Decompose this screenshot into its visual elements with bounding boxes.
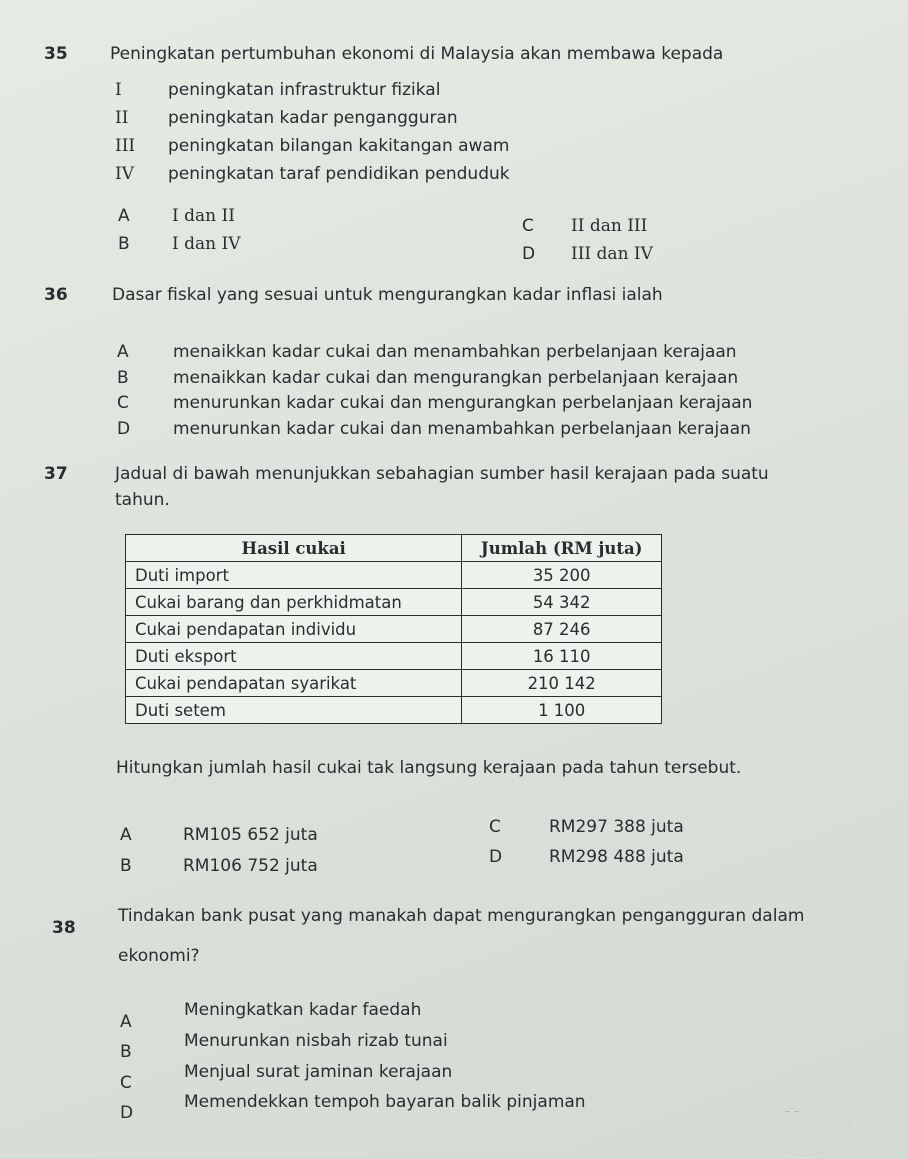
table-row bbox=[126, 562, 662, 589]
table-header-amount: Jumlah (RM juta) bbox=[462, 535, 662, 562]
q35-statement-roman: IV bbox=[115, 164, 134, 184]
q36-option-letter[interactable]: A bbox=[117, 342, 129, 362]
table-cell-amount: 16 110 bbox=[462, 643, 662, 670]
q37-option-letter[interactable]: B bbox=[120, 856, 132, 876]
q36-option-text[interactable]: menurunkan kadar cukai dan mengurangkan perbelanjaan kerajaan bbox=[173, 393, 753, 413]
table-cell-amount: 210 142 bbox=[462, 670, 662, 697]
question-37-number: 37 bbox=[44, 464, 68, 484]
q36-option-text[interactable]: menaikkan kadar cukai dan mengurangkan perbelanjaan kerajaan bbox=[173, 368, 739, 388]
q35-option-letter[interactable]: B bbox=[118, 234, 130, 254]
table-header-tax: Hasil cukai bbox=[126, 535, 462, 562]
table-header-row bbox=[126, 535, 662, 562]
question-38-text-line1: Tindakan bank pusat yang manakah dapat mengurangkan pengangguran dalam bbox=[118, 906, 805, 926]
q35-option-letter[interactable]: C bbox=[522, 216, 534, 236]
table-cell-tax: Cukai pendapatan individu bbox=[126, 616, 462, 643]
question-37-text-line1: Jadual di bawah menunjukkan sebahagian sumber hasil kerajaan pada suatu bbox=[115, 464, 769, 484]
stamp-mark: ~ ~ bbox=[784, 1107, 800, 1116]
q37-option-text[interactable]: RM297 388 juta bbox=[549, 817, 684, 837]
q36-option-text[interactable]: menaikkan kadar cukai dan menambahkan perbelanjaan kerajaan bbox=[173, 342, 737, 362]
q35-statement-roman: III bbox=[115, 136, 136, 156]
q35-option-text[interactable]: I dan IV bbox=[172, 234, 241, 254]
table-cell-amount: 87 246 bbox=[462, 616, 662, 643]
q35-option-letter[interactable]: A bbox=[118, 206, 130, 226]
tax-revenue-table bbox=[125, 534, 662, 724]
table-row bbox=[126, 616, 662, 643]
q37-option-text[interactable]: RM106 752 juta bbox=[183, 856, 318, 876]
q37-option-text[interactable]: RM105 652 juta bbox=[183, 825, 318, 845]
q38-option-text[interactable]: Memendekkan tempoh bayaran balik pinjaman bbox=[184, 1092, 586, 1112]
q35-option-text[interactable]: III dan IV bbox=[571, 244, 653, 264]
question-38-text-line2: ekonomi? bbox=[118, 946, 200, 966]
q36-option-letter[interactable]: B bbox=[117, 368, 129, 388]
question-36-text: Dasar fiskal yang sesuai untuk mengurangkan kadar inflasi ialah bbox=[112, 285, 663, 305]
table-cell-tax: Duti setem bbox=[126, 697, 462, 724]
q35-statement-roman: II bbox=[115, 108, 129, 128]
table-cell-amount: 54 342 bbox=[462, 589, 662, 616]
question-37-text-line2: tahun. bbox=[115, 490, 170, 510]
q37-option-text[interactable]: RM298 488 juta bbox=[549, 847, 684, 867]
table-cell-tax: Duti eksport bbox=[126, 643, 462, 670]
q35-statement-text: peningkatan taraf pendidikan penduduk bbox=[168, 164, 510, 184]
table-cell-tax: Cukai pendapatan syarikat bbox=[126, 670, 462, 697]
question-35-text: Peningkatan pertumbuhan ekonomi di Malaysia akan membawa kepada bbox=[110, 44, 724, 64]
q35-option-letter[interactable]: D bbox=[522, 244, 536, 264]
q36-option-text[interactable]: menurunkan kadar cukai dan menambahkan perbelanjaan kerajaan bbox=[173, 419, 751, 439]
q35-statement-text: peningkatan infrastruktur fizikal bbox=[168, 80, 441, 100]
q35-statement-roman: I bbox=[115, 80, 122, 100]
q37-option-letter[interactable]: A bbox=[120, 825, 132, 845]
q37-option-letter[interactable]: D bbox=[489, 847, 503, 867]
table-cell-amount: 35 200 bbox=[462, 562, 662, 589]
question-36-number: 36 bbox=[44, 285, 68, 305]
q36-option-letter[interactable]: C bbox=[117, 393, 129, 413]
question-38-number: 38 bbox=[52, 918, 76, 938]
q36-option-letter[interactable]: D bbox=[117, 419, 131, 439]
q38-option-text[interactable]: Menurunkan nisbah rizab tunai bbox=[184, 1031, 448, 1051]
q38-option-text[interactable]: Menjual surat jaminan kerajaan bbox=[184, 1062, 453, 1082]
table-row bbox=[126, 670, 662, 697]
table-cell-tax: Duti import bbox=[126, 562, 462, 589]
question-37-instruction: Hitungkan jumlah hasil cukai tak langsung kerajaan pada tahun tersebut. bbox=[116, 758, 742, 778]
q35-option-text[interactable]: I dan II bbox=[172, 206, 235, 226]
q35-option-text[interactable]: II dan III bbox=[571, 216, 648, 236]
table-cell-tax: Cukai barang dan perkhidmatan bbox=[126, 589, 462, 616]
table-row bbox=[126, 643, 662, 670]
q38-option-letter[interactable]: A bbox=[120, 1012, 132, 1032]
q35-statement-text: peningkatan bilangan kakitangan awam bbox=[168, 136, 510, 156]
table-row bbox=[126, 589, 662, 616]
q38-option-letter[interactable]: C bbox=[120, 1073, 132, 1093]
faint-stamp-watermark bbox=[758, 1082, 850, 1156]
table-cell-amount: 1 100 bbox=[462, 697, 662, 724]
question-35-number: 35 bbox=[44, 44, 68, 64]
table-row bbox=[126, 697, 662, 724]
q38-option-text[interactable]: Meningkatkan kadar faedah bbox=[184, 1000, 422, 1020]
q37-option-letter[interactable]: C bbox=[489, 817, 501, 837]
q38-option-letter[interactable]: B bbox=[120, 1042, 132, 1062]
q35-statement-text: peningkatan kadar pengangguran bbox=[168, 108, 458, 128]
q38-option-letter[interactable]: D bbox=[120, 1103, 134, 1123]
